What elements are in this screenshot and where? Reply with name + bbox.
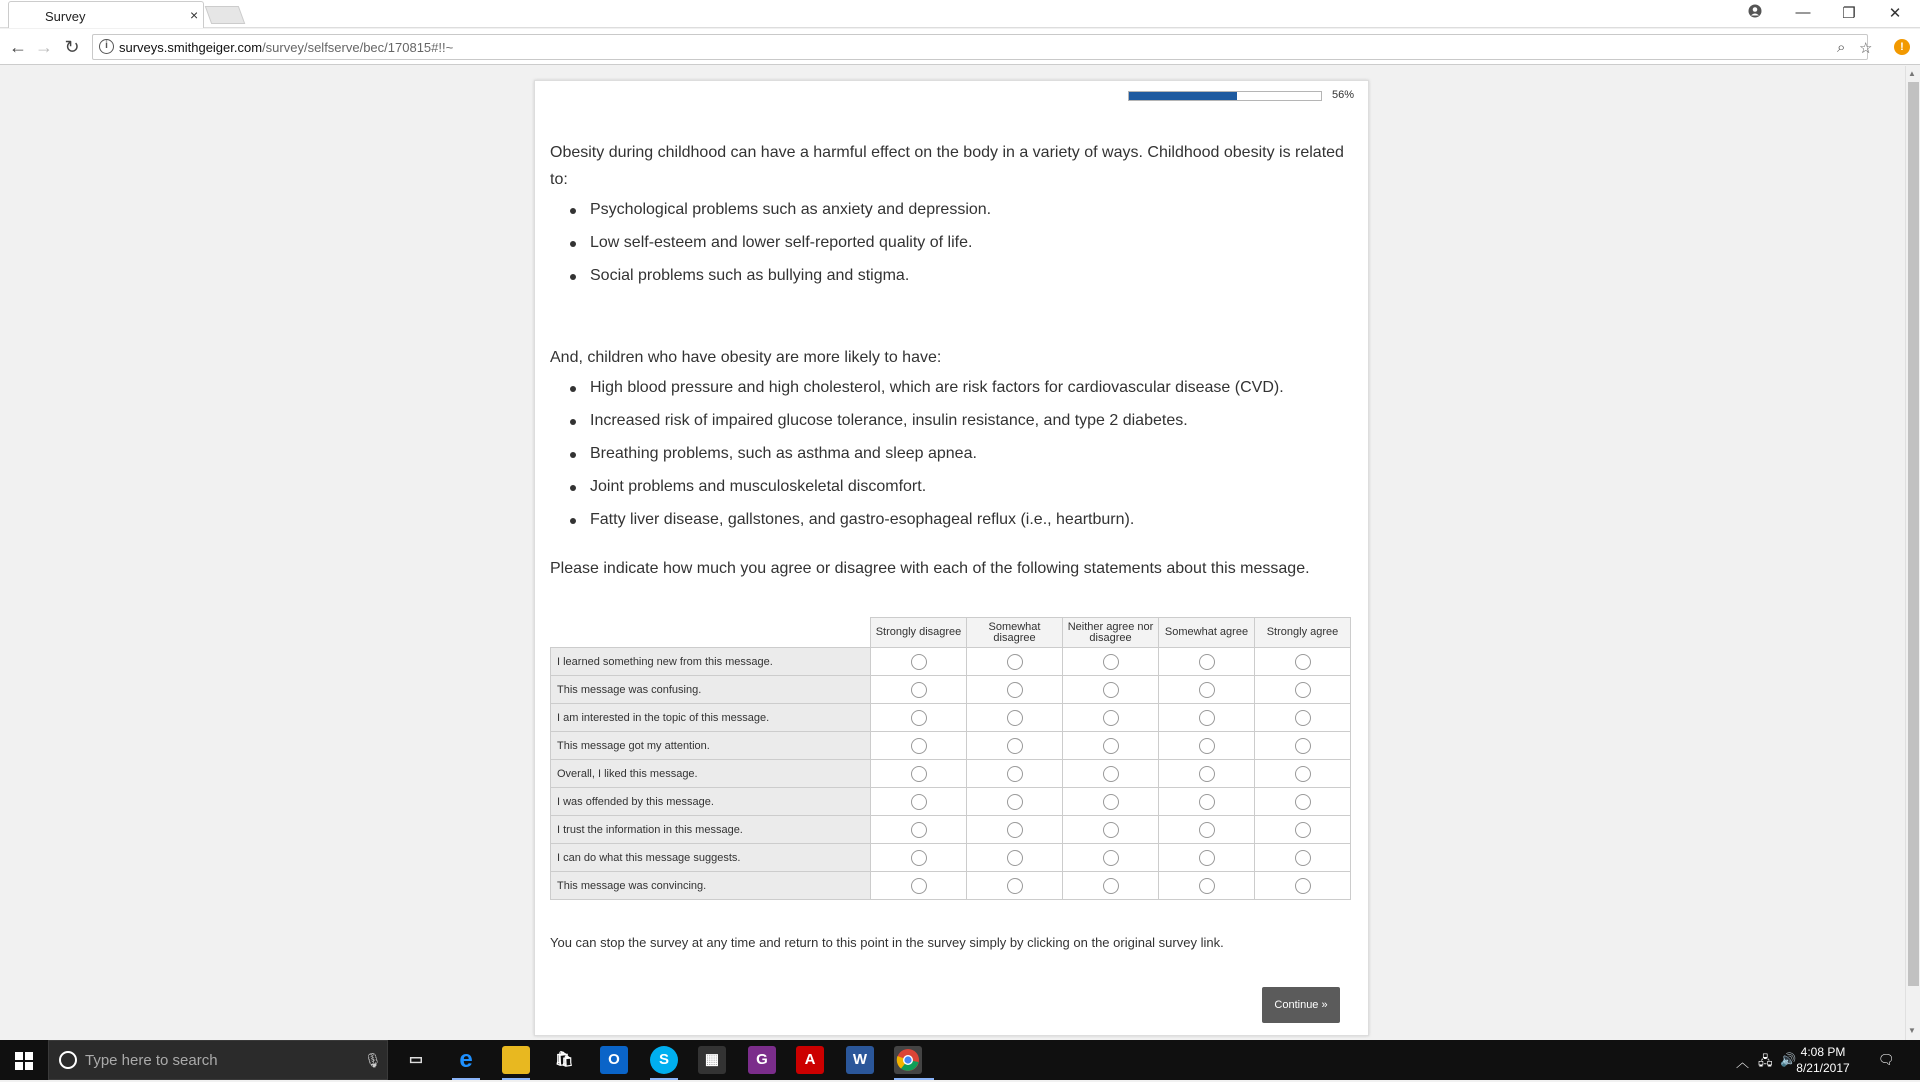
rating-cell [1255,816,1351,844]
rating-cell [871,732,967,760]
bullet-list-2 [578,378,1360,530]
table-row [551,732,1351,760]
table-row [551,648,1351,676]
rating-cell [1255,788,1351,816]
table-row [551,788,1351,816]
taskbar-search-box[interactable] [48,1040,388,1080]
rating-cell [1159,704,1255,732]
rating-radio[interactable] [1295,710,1311,726]
grid-header-row [551,618,1351,648]
message-intro-2: And, children who have obesity are more likely to have: [550,349,942,366]
rating-cell [1255,704,1351,732]
statement-label: This message was convincing. [551,872,871,900]
page-scrollbar[interactable] [1905,66,1920,1040]
rating-cell [1255,872,1351,900]
resume-note: You can stop the survey at any time and return to this point in the survey simply by clicking on the original survey link. [550,935,1224,950]
rating-radio[interactable] [1007,822,1023,838]
action-center-icon[interactable]: 🗨 [1878,1052,1895,1067]
windows-taskbar [0,1040,1920,1080]
rating-radio[interactable] [1295,850,1311,866]
survey-card [534,80,1369,1036]
rating-cell [1063,704,1159,732]
rating-cell [967,844,1063,872]
list-item: Joint problems and musculoskeletal discomfort. [578,477,1360,497]
scale-header: Strongly agree [1255,618,1351,648]
rating-radio[interactable] [911,710,927,726]
rating-radio[interactable] [1103,794,1119,810]
rating-radio[interactable] [1199,794,1215,810]
list-item: High blood pressure and high cholesterol, which are risk factors for cardiovascular disease (CVD). [578,378,1360,398]
rating-grid [550,617,1351,900]
rating-cell [1063,732,1159,760]
restore-icon[interactable]: ❐ [1842,5,1856,22]
rating-radio[interactable] [1103,822,1119,838]
message-content [550,139,1360,578]
microphone-icon[interactable]: 🎙 [364,1052,382,1068]
statement-label: Overall, I liked this message. [551,760,871,788]
rating-radio[interactable] [1199,654,1215,670]
rating-radio[interactable] [1103,654,1119,670]
url-text: surveys.smithgeiger.com/survey/selfserve/bec/170815#!!~ [119,40,454,55]
volume-icon[interactable]: 🔊 [1780,1052,1797,1067]
rating-radio[interactable] [1199,822,1215,838]
rating-radio[interactable] [1103,710,1119,726]
cortana-icon [59,1051,77,1069]
rating-radio[interactable] [1199,766,1215,782]
rating-radio[interactable] [1295,822,1311,838]
message-intro: Obesity during childhood can have a harmful effect on the body in a variety of ways. Childhood obesity is related to: [550,144,1344,188]
edge-icon[interactable]: e [459,1046,473,1073]
rating-cell [1255,648,1351,676]
rating-radio[interactable] [1007,878,1023,894]
rating-cell [1063,816,1159,844]
rating-cell [1159,760,1255,788]
scroll-down-icon[interactable]: ▼ [1908,1026,1916,1035]
continue-button[interactable]: Continue » [1262,987,1340,1023]
rating-radio[interactable] [911,878,927,894]
rating-radio[interactable] [1199,850,1215,866]
word-icon[interactable]: W [846,1046,874,1074]
scroll-thumb[interactable] [1908,82,1919,986]
zoom-icon[interactable]: ⌕ [1837,39,1846,56]
rating-cell [1063,676,1159,704]
rating-cell [967,760,1063,788]
browser-tab[interactable] [8,1,204,28]
calculator-icon[interactable]: ▦ [698,1046,726,1074]
rating-radio[interactable] [1295,794,1311,810]
rating-radio[interactable] [1295,766,1311,782]
rating-radio[interactable] [1103,878,1119,894]
rating-cell [967,788,1063,816]
rating-cell [1255,760,1351,788]
rating-radio[interactable] [911,738,927,754]
table-row [551,676,1351,704]
rating-cell [1063,788,1159,816]
rating-radio[interactable] [1199,682,1215,698]
address-bar[interactable] [92,34,1873,60]
rating-cell [967,732,1063,760]
rating-cell [871,676,967,704]
rating-radio[interactable] [1103,738,1119,754]
rating-cell [871,872,967,900]
forward-icon[interactable]: → [35,37,53,57]
browser-toolbar [0,29,1920,65]
clock-date: 8/21/2017 [1796,1061,1850,1075]
rating-cell [871,704,967,732]
progress-label: 56% [1332,89,1355,101]
scale-header: Somewhat disagree [967,618,1063,648]
scroll-up-icon[interactable]: ▲ [1908,69,1916,78]
rating-cell [871,648,967,676]
new-tab-button[interactable] [205,6,246,24]
rating-cell [967,648,1063,676]
minimize-icon[interactable]: — [1795,4,1811,21]
rating-radio[interactable] [1199,878,1215,894]
outlook-icon[interactable]: O [600,1046,628,1074]
rating-cell [967,676,1063,704]
rating-cell [967,872,1063,900]
rating-radio[interactable] [911,682,927,698]
rating-cell [1255,732,1351,760]
rating-radio[interactable] [1295,682,1311,698]
rating-radio[interactable] [1007,766,1023,782]
rating-radio[interactable] [1007,710,1023,726]
rating-radio[interactable] [1103,850,1119,866]
rating-cell [1159,676,1255,704]
system-clock[interactable] [1790,1044,1856,1076]
rating-cell [1159,844,1255,872]
bullet-list-1 [578,200,1360,286]
list-item: Fatty liver disease, gallstones, and gastro-esophageal reflux (i.e., heartburn). [578,510,1360,530]
statement-label: I am interested in the topic of this message. [551,704,871,732]
list-item: Social problems such as bullying and stigma. [578,266,1360,286]
network-icon[interactable]: 🖧 [1758,1053,1773,1068]
rating-cell [1159,816,1255,844]
rating-cell [871,844,967,872]
tab-close-icon[interactable]: × [190,7,199,23]
statement-label: I can do what this message suggests. [551,844,871,872]
statement-label: This message got my attention. [551,732,871,760]
profile-icon[interactable] [1740,4,1770,22]
list-item: Psychological problems such as anxiety and depression. [578,200,1360,220]
rating-radio[interactable] [1007,654,1023,670]
close-window-icon[interactable]: ✕ [1888,5,1902,22]
show-hidden-icons-icon[interactable]: ︿ [1736,1055,1750,1070]
bookmark-star-icon[interactable]: ☆ [1859,40,1873,57]
rating-cell [1063,872,1159,900]
task-view-icon[interactable]: ▭ [408,1051,424,1068]
table-row [551,844,1351,872]
table-row [551,872,1351,900]
rating-radio[interactable] [1199,710,1215,726]
rating-radio[interactable] [1295,738,1311,754]
rating-radio[interactable] [911,822,927,838]
chrome-icon[interactable] [894,1046,922,1074]
question-instructions: Please indicate how much you agree or disagree with each of the following statements about this message. [550,560,1310,577]
rating-radio[interactable] [1007,738,1023,754]
rating-cell [871,760,967,788]
statement-label: I learned something new from this message. [551,648,871,676]
windows-start-icon[interactable] [0,1040,48,1080]
progress-fill [1129,92,1237,100]
scale-header: Somewhat agree [1159,618,1255,648]
rating-cell [871,788,967,816]
list-item: Low self-esteem and lower self-reported quality of life. [578,233,1360,253]
statement-label: I trust the information in this message. [551,816,871,844]
search-placeholder: Type here to search [85,1052,218,1069]
rating-cell [1159,788,1255,816]
grid-corner [551,618,871,648]
scale-header: Strongly disagree [871,618,967,648]
scale-header: Neither agree nor disagree [1063,618,1159,648]
extension-alert-icon[interactable]: ! [1894,39,1910,55]
progress-bar [1128,91,1322,101]
rating-cell [1255,676,1351,704]
rating-radio[interactable] [911,766,927,782]
list-item: Breathing problems, such as asthma and sleep apnea. [578,444,1360,464]
rating-cell [1063,844,1159,872]
file-explorer-icon[interactable] [502,1046,530,1074]
rating-cell [1255,844,1351,872]
rating-cell [967,704,1063,732]
rating-cell [1159,732,1255,760]
rating-radio[interactable] [1007,794,1023,810]
rating-cell [1159,648,1255,676]
store-icon[interactable]: 🛍 [554,1051,574,1068]
rating-radio[interactable] [1103,682,1119,698]
rating-radio[interactable] [911,794,927,810]
clock-time: 4:08 PM [1800,1045,1846,1059]
rating-cell [1063,648,1159,676]
rating-radio[interactable] [1295,654,1311,670]
tab-title: Survey [45,9,86,24]
rating-cell [871,816,967,844]
reload-icon[interactable]: ↻ [64,37,80,57]
rating-cell [1063,760,1159,788]
list-item: Increased risk of impaired glucose tolerance, insulin resistance, and type 2 diabetes. [578,411,1360,431]
rating-radio[interactable] [1007,850,1023,866]
statement-label: This message was confusing. [551,676,871,704]
table-row [551,704,1351,732]
rating-cell [967,816,1063,844]
acrobat-icon[interactable]: A [796,1046,824,1074]
table-row [551,816,1351,844]
statement-label: I was offended by this message. [551,788,871,816]
skype-icon[interactable]: S [650,1046,678,1074]
onenote-pdf-icon[interactable]: G [748,1046,776,1074]
rating-radio[interactable] [1295,878,1311,894]
rating-radio[interactable] [1007,682,1023,698]
table-row [551,760,1351,788]
rating-radio[interactable] [911,654,927,670]
rating-radio[interactable] [1199,738,1215,754]
back-icon[interactable]: ← [9,37,27,57]
rating-radio[interactable] [911,850,927,866]
browser-tab-bar [0,0,1920,28]
info-icon[interactable]: i [99,39,114,54]
page-viewport [0,66,1905,1040]
rating-cell [1159,872,1255,900]
rating-radio[interactable] [1103,766,1119,782]
